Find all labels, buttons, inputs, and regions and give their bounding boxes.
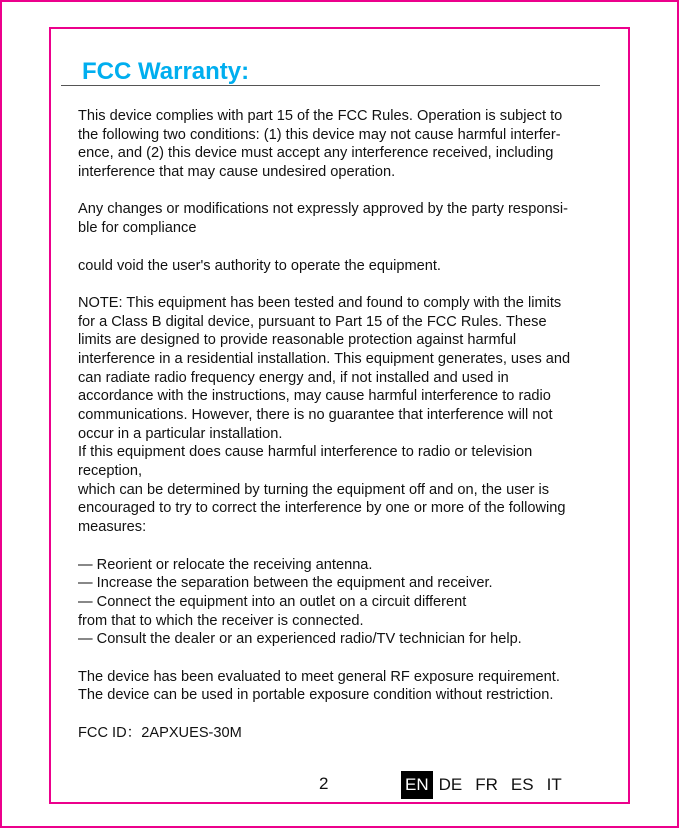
language-tab-it[interactable]: IT: [546, 775, 562, 794]
blank-line: [78, 649, 618, 668]
text-line: NOTE: This equipment has been tested and found to comply with the limits: [78, 294, 562, 311]
text-line: could void the user's authority to operate the equipment.: [78, 257, 441, 274]
blank-line: [78, 537, 618, 556]
fcc-statement-body: [78, 107, 618, 742]
text-line: which can be determined by turning the equipment off and on, the user is: [78, 481, 550, 498]
text-line: accordance with the instructions, may cause harmful interference to radio: [78, 388, 551, 405]
text-line: This device complies with part 15 of the FCC Rules. Operation is subject to: [78, 108, 563, 124]
language-selector: [401, 771, 569, 799]
blank-line: [78, 275, 618, 294]
blank-line: [78, 182, 618, 201]
language-tab-fr[interactable]: FR: [475, 775, 498, 794]
text-line: interference in a residential installation. This equipment generates, uses and: [78, 350, 571, 367]
page-number: 2: [319, 774, 329, 793]
text-line: The device can be used in portable exposure condition without restriction.: [78, 687, 554, 704]
title-divider: [61, 85, 600, 86]
text-line: can radiate radio frequency energy and, if not installed and used in: [78, 369, 509, 386]
text-line: communications. However, there is no guarantee that interference will not: [78, 407, 553, 423]
page-title: FCC Warranty:: [82, 58, 250, 85]
text-line: ble for compliance: [78, 220, 197, 237]
text-line: The device has been evaluated to meet general RF exposure requirement.: [78, 668, 560, 685]
blank-line: [78, 705, 618, 724]
text-line: — Increase the separation between the equipment and receiver.: [78, 575, 493, 592]
language-tab-de[interactable]: DE: [438, 775, 463, 794]
text-line: the following two conditions: (1) this device may not cause harmful interfer-: [78, 126, 561, 143]
language-tab-en[interactable]: EN: [401, 771, 433, 799]
blank-line: [78, 238, 618, 257]
text-line: Any changes or modifications not expressly approved by the party responsi-: [78, 201, 568, 218]
language-tab-es[interactable]: ES: [510, 775, 534, 794]
text-line: reception,: [78, 463, 143, 480]
text-line: encouraged to try to correct the interference by one or more of the following: [78, 500, 566, 517]
text-line: — Consult the dealer or an experienced radio/TV technician for help.: [78, 631, 522, 648]
text-line: ence, and (2) this device must accept any interference received, including: [78, 145, 554, 162]
text-line: — Connect the equipment into an outlet on a circuit different: [78, 593, 467, 610]
text-line: FCC ID：2APXUES-30M: [78, 724, 242, 741]
text-line: for a Class B digital device, pursuant to Part 15 of the FCC Rules. These: [78, 313, 547, 330]
text-line: measures:: [78, 519, 147, 536]
text-line: interference that may cause undesired operation.: [78, 164, 396, 181]
text-line: — Reorient or relocate the receiving antenna.: [78, 556, 373, 573]
text-line: If this equipment does cause harmful interference to radio or television: [78, 444, 533, 461]
text-line: limits are designed to provide reasonable protection against harmful: [78, 332, 517, 349]
text-line: from that to which the receiver is connected.: [78, 612, 364, 629]
text-line: occur in a particular installation.: [78, 425, 283, 442]
